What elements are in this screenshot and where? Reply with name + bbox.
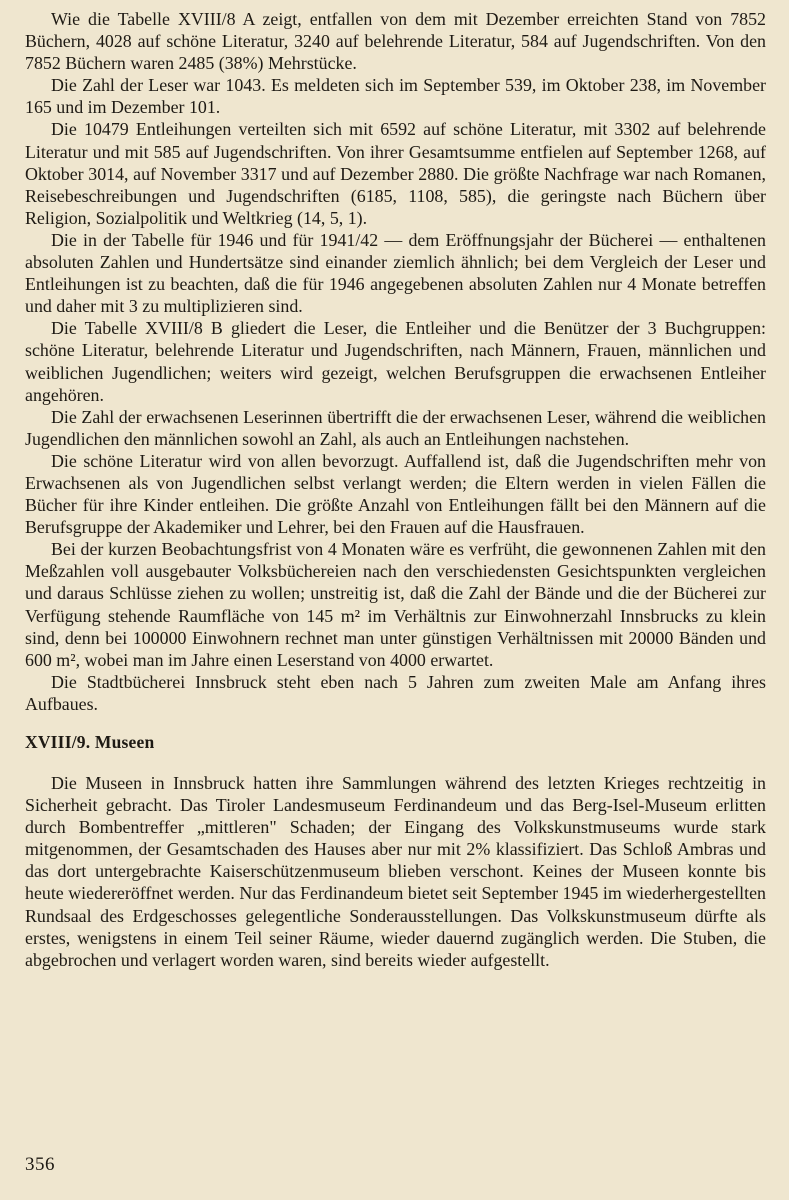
body-paragraph: Die Zahl der Leser war 1043. Es meldeten sich im September 539, im Oktober 238, im November 165 und im Dezember 101. — [25, 75, 766, 118]
body-paragraph: Die Zahl der erwachsenen Leserinnen übertrifft die der erwachsenen Leser, während die weiblichen Jugendlichen den männlichen sowohl an Zahl, als auch an Entleihungen nachstehen. — [25, 406, 766, 449]
body-paragraph: Die 10479 Entleihungen verteilten sich mit 6592 auf schöne Literatur, mit 3302 auf belehrende Literatur und mit 585 auf Jugendschriften. Von ihrer Gesamtsumme entfielen auf September 1268, auf Oktober 3014, auf November 3317 und auf Dezember 2880. Die größte Nachfrage war nach Romanen, Reisebeschreibungen und Jugendschriften (6185, 1108, 585), die geringste nach Büchern über Religion, Sozialpolitik und Weltkrieg (14, 5, 1). — [25, 119, 766, 228]
body-paragraph: Die Stadtbücherei Innsbruck steht eben nach 5 Jahren zum zweiten Male am Anfang ihres Aufbaues. — [25, 671, 766, 714]
section-heading: XVIII/9. Museen — [25, 732, 155, 752]
body-paragraph: Die schöne Literatur wird von allen bevorzugt. Auffallend ist, daß die Jugendschriften mehr von Erwachsenen als von Jugendlichen selbst verlangt werden; die Eltern werden in vielen Fällen die Bücher für ihre Kinder entleihen. Die größte Anzahl von Entleihungen fällt bei den Männern auf die Berufsgruppe der Akademiker und Lehrer, bei den Frauen auf die Hausfrauen. — [25, 450, 766, 538]
body-paragraph: Die Museen in Innsbruck hatten ihre Sammlungen während des letzten Krieges rechtzeitig in Sicherheit gebracht. Das Tiroler Landesmuseum Ferdinandeum und das Berg-Isel-Museum erlitten durch Bombentreffer „mittleren" Schaden; der Eingang des Volkskunstmuseums wurde stark mitgenommen, der Gesamtschaden des Hauses aber nur mit 2% klassifiziert. Das Schloß Ambras und das dort untergebrachte Kaiserschützenmuseum blieben verschont. Keines der Museen konnte bis heute wiedereröffnet werden. Nur das Ferdinandeum bietet seit September 1945 im wiederhergestellten Rundsaal des Erdgeschosses gelegentliche Sonderausstellungen. Das Volkskunstmuseum dürfte als erstes, wenigstens in einem Teil seiner Räume, wieder dauernd zugänglich werden. Die Stuben, die abgebrochen und verlagert worden waren, sind bereits wieder aufgestellt. — [25, 773, 766, 970]
body-paragraph: Die in der Tabelle für 1946 und für 1941/42 — dem Eröffnungsjahr der Bücherei — enthaltenen absoluten Zahlen und Hundertsätze sind einander ziemlich ähnlich; bei dem Vergleich der Leser und Entleihungen ist zu beachten, daß die für 1946 angegebenen absoluten Zahlen nur 4 Monate betreffen und daher mit 3 zu multiplizieren sind. — [25, 229, 766, 317]
body-paragraph: Bei der kurzen Beobachtungsfrist von 4 Monaten wäre es verfrüht, die gewonnenen Zahlen mit den Meßzahlen voll ausgebauter Volksbüchereien nach den verschiedensten Gesichtspunkten vergleichen und daraus Schlüsse ziehen zu wollen; unstreitig ist, daß die Zahl der Bände und die der Bücherei zur Verfügung stehende Raumfläche von 145 m² im Verhältnis zur Einwohnerzahl Innsbrucks zu klein sind, denn bei 100000 Einwohnern rechnet man unter günstigen Verhältnissen mit 20000 Bänden und 600 m², wobei man im Jahre einen Leserstand von 4000 erwartet. — [25, 539, 766, 670]
body-paragraph: Wie die Tabelle XVIII/8 A zeigt, entfallen von dem mit Dezember erreichten Stand von 7852 Büchern, 4028 auf schöne Literatur, 3240 auf belehrende Literatur, 584 auf Jugendschriften. Von den 7852 Büchern waren 2485 (38%) Mehrstücke. — [25, 9, 766, 74]
page-content — [25, 8, 766, 971]
section-body — [25, 772, 766, 971]
body-paragraph: Die Tabelle XVIII/8 B gliedert die Leser, die Entleiher und die Benützer der 3 Buchgruppen: schöne Literatur, belehrende Literatur und Jugendschriften, nach Männern, Frauen, männlichen und weiblichen Jugendlichen; weiters wird gezeigt, welchen Berufsgruppen die erwachsenen Entleiher angehören. — [25, 318, 766, 405]
page-number: 356 — [25, 1154, 55, 1175]
